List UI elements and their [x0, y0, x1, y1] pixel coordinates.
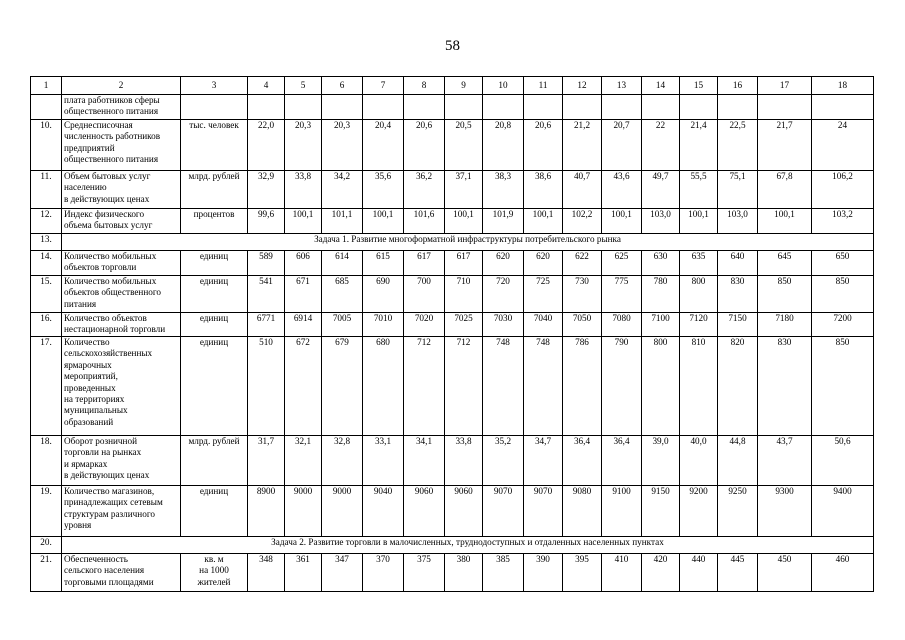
value-cell: 800	[642, 337, 680, 436]
table-row	[31, 337, 874, 436]
value-cell: 850	[812, 337, 874, 436]
value-cell: 36,2	[404, 171, 445, 209]
value-cell: 38,6	[524, 171, 563, 209]
value-cell: 370	[363, 554, 404, 592]
row-number: 20.	[31, 537, 62, 554]
row-number: 19.	[31, 486, 62, 537]
unit-line: единиц	[199, 276, 229, 286]
value-cell: 20,6	[404, 120, 445, 171]
value-cell	[758, 95, 812, 120]
value-cell: 820	[718, 337, 758, 436]
unit-line: единиц	[199, 486, 229, 496]
indicator-name	[62, 251, 181, 276]
value-cell: 410	[602, 554, 642, 592]
unit-line: единиц	[199, 313, 229, 323]
value-cell	[563, 95, 602, 120]
task-row	[31, 234, 874, 251]
value-cell: 6771	[248, 313, 285, 337]
indicator-name-line: образований	[64, 416, 114, 427]
value-cell: 700	[404, 276, 445, 313]
unit	[181, 554, 248, 592]
indicator-name	[62, 436, 181, 486]
header-cell: 14	[642, 77, 680, 95]
indicator-name-line: Количество мобильных	[64, 276, 157, 286]
value-cell: 679	[322, 337, 363, 436]
indicator-name-line: и ярмарках	[64, 458, 108, 469]
task-heading: Задача 2. Развитие торговли в малочисленных, труднодоступных и отдаленных населенных пунктах	[62, 537, 874, 554]
value-cell: 630	[642, 251, 680, 276]
value-cell: 7050	[563, 313, 602, 337]
value-cell: 617	[445, 251, 483, 276]
value-cell: 8900	[248, 486, 285, 537]
value-cell: 33,1	[363, 436, 404, 486]
unit	[181, 209, 248, 234]
value-cell: 375	[404, 554, 445, 592]
value-cell: 9000	[322, 486, 363, 537]
header-cell: 17	[758, 77, 812, 95]
indicator-name-line: мероприятий,	[64, 371, 118, 382]
value-cell: 35,2	[483, 436, 524, 486]
row-number: 17.	[31, 337, 62, 436]
unit-line: млрд. рублей	[188, 171, 240, 181]
value-cell	[363, 95, 404, 120]
indicator-name	[62, 209, 181, 234]
indicator-name-line: в действующих ценах	[64, 470, 150, 481]
value-cell: 20,8	[483, 120, 524, 171]
value-cell: 7120	[680, 313, 718, 337]
value-cell	[718, 95, 758, 120]
value-cell: 22,5	[718, 120, 758, 171]
value-cell: 7200	[812, 313, 874, 337]
value-cell: 9040	[363, 486, 404, 537]
indicator-name-line: ярмарочных	[64, 359, 112, 370]
value-cell: 460	[812, 554, 874, 592]
row-number: 13.	[31, 234, 62, 251]
table-row	[31, 120, 874, 171]
task-heading: Задача 1. Развитие многоформатной инфраструктуры потребительского рынка	[62, 234, 874, 251]
table-row	[31, 313, 874, 337]
value-cell: 720	[483, 276, 524, 313]
value-cell: 748	[483, 337, 524, 436]
unit-line: тыс. человек	[189, 120, 239, 130]
value-cell: 9400	[812, 486, 874, 537]
value-cell: 49,7	[642, 171, 680, 209]
value-cell: 9080	[563, 486, 602, 537]
header-cell: 12	[563, 77, 602, 95]
value-cell: 620	[524, 251, 563, 276]
value-cell	[285, 95, 322, 120]
unit	[181, 276, 248, 313]
value-cell	[680, 95, 718, 120]
value-cell: 9250	[718, 486, 758, 537]
value-cell: 43,6	[602, 171, 642, 209]
unit-line: единиц	[199, 251, 229, 261]
value-cell: 606	[285, 251, 322, 276]
indicator-name-line: объектов торговли	[64, 262, 137, 273]
table-row	[31, 554, 874, 592]
value-cell: 101,9	[483, 209, 524, 234]
value-cell: 589	[248, 251, 285, 276]
value-cell: 645	[758, 251, 812, 276]
value-cell: 9300	[758, 486, 812, 537]
value-cell: 440	[680, 554, 718, 592]
value-cell: 50,6	[812, 436, 874, 486]
value-cell: 33,8	[445, 436, 483, 486]
value-cell: 348	[248, 554, 285, 592]
value-cell: 685	[322, 276, 363, 313]
value-cell: 7030	[483, 313, 524, 337]
unit	[181, 120, 248, 171]
value-cell: 7010	[363, 313, 404, 337]
value-cell: 390	[524, 554, 563, 592]
value-cell: 43,7	[758, 436, 812, 486]
table-row	[31, 436, 874, 486]
value-cell: 712	[445, 337, 483, 436]
value-cell: 102,2	[563, 209, 602, 234]
value-cell	[404, 95, 445, 120]
value-cell: 640	[718, 251, 758, 276]
indicator-name-line: в действующих ценах	[64, 193, 150, 204]
header-cell: 13	[602, 77, 642, 95]
unit-line: млрд. рублей	[188, 436, 240, 446]
indicator-name	[62, 95, 181, 120]
value-cell	[248, 95, 285, 120]
value-cell: 99,6	[248, 209, 285, 234]
header-cell: 2	[62, 77, 181, 95]
value-cell: 541	[248, 276, 285, 313]
indicator-name-line: плата работников сферы	[64, 95, 160, 105]
value-cell	[483, 95, 524, 120]
value-cell: 37,1	[445, 171, 483, 209]
unit	[181, 486, 248, 537]
value-cell: 38,3	[483, 171, 524, 209]
table-row	[31, 171, 874, 209]
table-row	[31, 209, 874, 234]
value-cell: 21,4	[680, 120, 718, 171]
indicator-name-line: питания	[64, 298, 97, 309]
value-cell: 395	[563, 554, 602, 592]
value-cell: 9000	[285, 486, 322, 537]
value-cell: 24	[812, 120, 874, 171]
value-cell: 7150	[718, 313, 758, 337]
indicator-name-line: муниципальных	[64, 405, 128, 416]
row-number: 11.	[31, 171, 62, 209]
value-cell: 420	[642, 554, 680, 592]
unit	[181, 251, 248, 276]
table-row	[31, 276, 874, 313]
value-cell: 100,1	[758, 209, 812, 234]
value-cell: 6914	[285, 313, 322, 337]
value-cell	[602, 95, 642, 120]
value-cell: 31,7	[248, 436, 285, 486]
header-cell: 3	[181, 77, 248, 95]
indicator-name-line: проведенных	[64, 382, 116, 393]
value-cell: 7180	[758, 313, 812, 337]
indicator-name	[62, 486, 181, 537]
header-cell: 10	[483, 77, 524, 95]
unit	[181, 95, 248, 120]
header-cell: 5	[285, 77, 322, 95]
indicators-table	[30, 76, 874, 592]
value-cell: 672	[285, 337, 322, 436]
header-cell: 15	[680, 77, 718, 95]
indicator-name-line: объектов общественного	[64, 287, 161, 298]
value-cell: 100,1	[602, 209, 642, 234]
row-number: 12.	[31, 209, 62, 234]
value-cell: 20,4	[363, 120, 404, 171]
header-cell: 18	[812, 77, 874, 95]
value-cell: 33,8	[285, 171, 322, 209]
header-cell: 1	[31, 77, 62, 95]
header-cell: 16	[718, 77, 758, 95]
value-cell: 385	[483, 554, 524, 592]
value-cell: 103,2	[812, 209, 874, 234]
value-cell: 32,8	[322, 436, 363, 486]
row-number: 14.	[31, 251, 62, 276]
value-cell: 67,8	[758, 171, 812, 209]
value-cell: 34,7	[524, 436, 563, 486]
indicator-name-line: Объем бытовых услуг	[64, 171, 151, 181]
value-cell: 22,0	[248, 120, 285, 171]
unit-line: на 1000	[199, 565, 229, 576]
value-cell: 40,7	[563, 171, 602, 209]
unit	[181, 171, 248, 209]
value-cell: 9100	[602, 486, 642, 537]
value-cell: 9200	[680, 486, 718, 537]
row-number: 15.	[31, 276, 62, 313]
indicator-name-line: Индекс физического	[64, 209, 145, 219]
indicator-name-line: сельского населения	[64, 565, 145, 576]
value-cell: 44,8	[718, 436, 758, 486]
value-cell: 103,0	[642, 209, 680, 234]
row-number: 10.	[31, 120, 62, 171]
indicator-name	[62, 120, 181, 171]
value-cell: 100,1	[680, 209, 718, 234]
value-cell: 22	[642, 120, 680, 171]
value-cell: 775	[602, 276, 642, 313]
value-cell: 9060	[404, 486, 445, 537]
value-cell: 614	[322, 251, 363, 276]
indicator-name	[62, 171, 181, 209]
value-cell: 9070	[483, 486, 524, 537]
value-cell: 101,6	[404, 209, 445, 234]
indicator-name-line: объема бытовых услуг	[64, 220, 153, 231]
page-number: 58	[445, 38, 460, 54]
unit-line: жителей	[197, 576, 231, 587]
header-cell: 11	[524, 77, 563, 95]
value-cell: 510	[248, 337, 285, 436]
value-cell: 617	[404, 251, 445, 276]
unit	[181, 313, 248, 337]
value-cell: 850	[812, 276, 874, 313]
indicator-name-line: общественного питания	[64, 106, 159, 117]
indicator-name-line: Оборот розничной	[64, 436, 137, 446]
value-cell: 32,9	[248, 171, 285, 209]
value-cell: 780	[642, 276, 680, 313]
table-header-row	[31, 77, 874, 95]
value-cell: 34,2	[322, 171, 363, 209]
value-cell: 347	[322, 554, 363, 592]
header-cell: 4	[248, 77, 285, 95]
value-cell: 100,1	[445, 209, 483, 234]
value-cell: 810	[680, 337, 718, 436]
value-cell: 725	[524, 276, 563, 313]
header-cell: 6	[322, 77, 363, 95]
value-cell: 730	[563, 276, 602, 313]
value-cell: 9150	[642, 486, 680, 537]
value-cell: 380	[445, 554, 483, 592]
value-cell: 20,3	[322, 120, 363, 171]
value-cell: 790	[602, 337, 642, 436]
value-cell: 20,5	[445, 120, 483, 171]
indicator-name-line: численность работников	[64, 131, 161, 142]
row-number: 18.	[31, 436, 62, 486]
value-cell: 850	[758, 276, 812, 313]
value-cell: 671	[285, 276, 322, 313]
value-cell: 75,1	[718, 171, 758, 209]
value-cell: 35,6	[363, 171, 404, 209]
row-number: 21.	[31, 554, 62, 592]
indicator-name-line: торговли на рынках	[64, 447, 142, 458]
header-cell: 7	[363, 77, 404, 95]
value-cell: 9070	[524, 486, 563, 537]
value-cell: 36,4	[563, 436, 602, 486]
value-cell: 830	[758, 337, 812, 436]
indicator-name-line: Количество мобильных	[64, 251, 157, 261]
indicator-name-line: сельскохозяйственных	[64, 348, 153, 359]
value-cell: 55,5	[680, 171, 718, 209]
indicator-name-line: структурам различного	[64, 508, 155, 519]
indicator-name-line: принадлежащих сетевым	[64, 497, 163, 508]
indicator-name-line: предприятий	[64, 142, 115, 153]
value-cell: 34,1	[404, 436, 445, 486]
unit-line: кв. м	[204, 554, 224, 564]
unit-line: единиц	[199, 337, 229, 347]
value-cell: 21,2	[563, 120, 602, 171]
value-cell: 650	[812, 251, 874, 276]
value-cell: 7080	[602, 313, 642, 337]
value-cell	[322, 95, 363, 120]
value-cell: 450	[758, 554, 812, 592]
value-cell: 103,0	[718, 209, 758, 234]
unit	[181, 337, 248, 436]
value-cell: 20,7	[602, 120, 642, 171]
table-row	[31, 251, 874, 276]
value-cell: 36,4	[602, 436, 642, 486]
value-cell: 20,3	[285, 120, 322, 171]
value-cell: 680	[363, 337, 404, 436]
value-cell: 620	[483, 251, 524, 276]
value-cell: 7040	[524, 313, 563, 337]
indicator-name-line: Количество	[64, 337, 110, 347]
value-cell: 7020	[404, 313, 445, 337]
table-row	[31, 486, 874, 537]
unit-line: процентов	[193, 209, 235, 219]
value-cell: 748	[524, 337, 563, 436]
value-cell	[445, 95, 483, 120]
value-cell: 100,1	[363, 209, 404, 234]
indicator-name	[62, 554, 181, 592]
value-cell: 7005	[322, 313, 363, 337]
value-cell: 40,0	[680, 436, 718, 486]
value-cell: 7100	[642, 313, 680, 337]
indicator-name-line: населению	[64, 182, 107, 193]
value-cell: 21,7	[758, 120, 812, 171]
value-cell: 32,1	[285, 436, 322, 486]
indicator-name-line: Обеспеченность	[64, 554, 128, 564]
indicator-name	[62, 313, 181, 337]
indicator-name-line: общественного питания	[64, 154, 159, 165]
value-cell: 106,2	[812, 171, 874, 209]
indicator-name	[62, 337, 181, 436]
indicator-name-line: торговыми площадями	[64, 576, 154, 587]
value-cell: 39,0	[642, 436, 680, 486]
value-cell: 800	[680, 276, 718, 313]
value-cell: 786	[563, 337, 602, 436]
row-number: 16.	[31, 313, 62, 337]
indicator-name	[62, 276, 181, 313]
indicator-name-line: Количество объектов	[64, 313, 147, 323]
table-row	[31, 95, 874, 120]
indicator-name-line: Количество магазинов,	[64, 486, 155, 496]
indicator-name-line: Среднесписочная	[64, 120, 133, 130]
value-cell: 361	[285, 554, 322, 592]
value-cell	[524, 95, 563, 120]
unit	[181, 436, 248, 486]
indicator-name-line: на территориях	[64, 394, 125, 405]
indicator-name-line: нестационарной торговли	[64, 324, 166, 335]
value-cell	[642, 95, 680, 120]
value-cell: 625	[602, 251, 642, 276]
task-row	[31, 537, 874, 554]
value-cell: 7025	[445, 313, 483, 337]
value-cell: 635	[680, 251, 718, 276]
value-cell: 622	[563, 251, 602, 276]
value-cell: 9060	[445, 486, 483, 537]
value-cell: 830	[718, 276, 758, 313]
value-cell: 101,1	[322, 209, 363, 234]
value-cell: 445	[718, 554, 758, 592]
value-cell: 100,1	[285, 209, 322, 234]
header-cell: 8	[404, 77, 445, 95]
header-cell: 9	[445, 77, 483, 95]
value-cell: 100,1	[524, 209, 563, 234]
value-cell: 690	[363, 276, 404, 313]
row-number	[31, 95, 62, 120]
value-cell: 615	[363, 251, 404, 276]
value-cell: 710	[445, 276, 483, 313]
value-cell: 712	[404, 337, 445, 436]
value-cell	[812, 95, 874, 120]
value-cell: 20,6	[524, 120, 563, 171]
indicator-name-line: уровня	[64, 520, 92, 531]
